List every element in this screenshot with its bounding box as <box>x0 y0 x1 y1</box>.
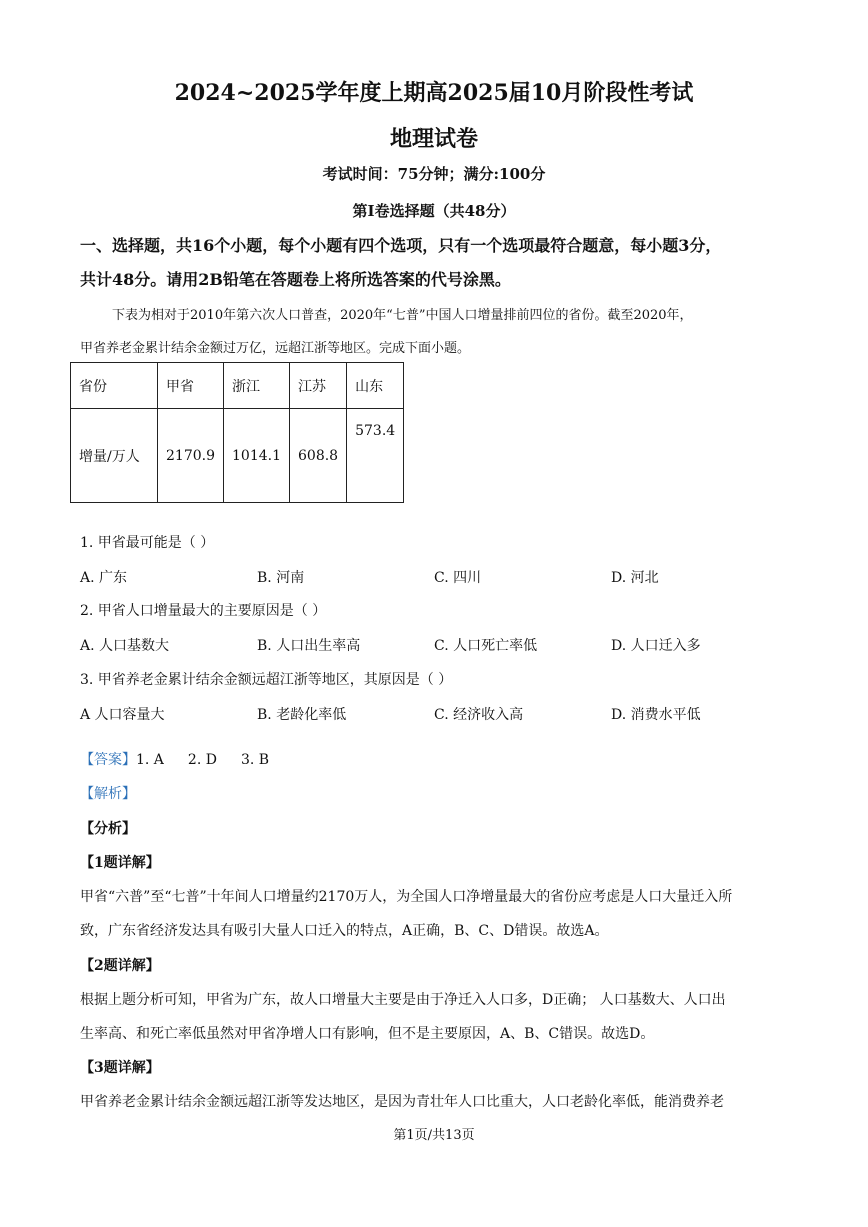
question-3-option-d: D. 消费水平低 <box>611 707 701 723</box>
question-2-option-c: C. 人口死亡率低 <box>434 638 538 654</box>
table-cell: 573.4 <box>347 409 404 503</box>
q1-detail-heading: 【1题详解】 <box>80 855 160 871</box>
table-header-row <box>71 363 404 409</box>
exam-info: 考试时间：75分钟；满分:100分 <box>322 165 546 183</box>
q2-detail-line1: 根据上题分析可知，甲省为广东，故人口增量大主要是由于净迁入人口多，D正确； 人口基数大、人口出 <box>80 992 726 1008</box>
question-2-option-d: D. 人口迁入多 <box>611 638 701 654</box>
q2-detail-line2: 生率高、和死亡率低虽然对甲省净增人口有影响，但不是主要原因，A、B、C错误。故选D。 <box>80 1026 655 1042</box>
population-table <box>70 362 404 503</box>
question-2-option-a: A. 人口基数大 <box>80 638 170 654</box>
answer-section <box>80 749 269 769</box>
answer-label: 【答案】 <box>80 752 136 768</box>
intro-line1: 下表为相对于2010年第六次人口普查，2020年“七普”中国人口增量排前四位的省份。截至2020年， <box>112 308 693 323</box>
q3-detail-heading: 【3题详解】 <box>80 1060 160 1076</box>
intro-line2: 甲省养老金累计结余金额过万亿，远超江浙等地区。完成下面小题。 <box>80 341 471 356</box>
part-title: 第I卷选择题（共48分） <box>352 202 516 220</box>
fenxi-label: 【分析】 <box>80 821 136 837</box>
exam-title: 2024~2025学年度上期高2025届10月阶段性考试 <box>174 80 694 106</box>
table-cell: 2170.9 <box>158 409 224 503</box>
question-2-option-b: B. 人口出生率高 <box>257 638 361 654</box>
table-header-cell: 省份 <box>71 363 158 409</box>
q3-detail-line1: 甲省养老金累计结余金额远超江浙等发达地区，是因为青壮年人口比重大，人口老龄化率低，能消费养老 <box>80 1094 724 1110</box>
question-3-stem: 3. 甲省养老金累计结余金额远超江浙等地区，其原因是（ ） <box>80 672 453 688</box>
table-cell: 1014.1 <box>224 409 290 503</box>
table-header-cell: 浙江 <box>224 363 290 409</box>
question-1-option-b: B. 河南 <box>257 570 305 586</box>
answer-item-2: 2. D <box>187 752 217 768</box>
question-1-option-d: D. 河北 <box>611 570 659 586</box>
question-3-option-a: A 人口容量大 <box>80 707 165 723</box>
question-3-option-b: B. 老龄化率低 <box>257 707 347 723</box>
table-cell: 增量/万人 <box>71 409 158 503</box>
q1-detail-line2: 致，广东省经济发达具有吸引大量人口迁入的特点，A正确，B、C、D错误。故选A。 <box>80 923 609 939</box>
q2-detail-heading: 【2题详解】 <box>80 958 160 974</box>
table-header-cell: 山东 <box>347 363 404 409</box>
question-3-option-c: C. 经济收入高 <box>434 707 524 723</box>
table-row <box>71 409 404 503</box>
table-cell: 608.8 <box>290 409 347 503</box>
subject-title: 地理试卷 <box>389 126 478 152</box>
question-2-stem: 2. 甲省人口增量最大的主要原因是（ ） <box>80 603 327 619</box>
section-instruction-line2: 共计48分。请用2B铅笔在答题卷上将所选答案的代号涂黑。 <box>80 270 511 289</box>
answer-item-1: 1. A <box>136 752 164 768</box>
question-1-option-c: C. 四川 <box>434 570 482 586</box>
page-number: 第1页/共13页 <box>393 1128 475 1143</box>
jiexi-label: 【解析】 <box>80 786 136 802</box>
question-1-option-a: A. 广东 <box>80 570 128 586</box>
table-header-cell: 江苏 <box>290 363 347 409</box>
q1-detail-line1: 甲省“六普”至“七普”十年间人口增量约2170万人，为全国人口净增量最大的省份应考虑是人口大量迁入所 <box>80 889 733 905</box>
answer-item-3: 3. B <box>240 752 270 768</box>
section-instruction-line1: 一、选择题，共16个小题，每个小题有四个选项，只有一个选项最符合题意，每小题3分， <box>80 236 722 255</box>
question-1-stem: 1. 甲省最可能是（ ） <box>80 535 215 551</box>
table-header-cell: 甲省 <box>158 363 224 409</box>
